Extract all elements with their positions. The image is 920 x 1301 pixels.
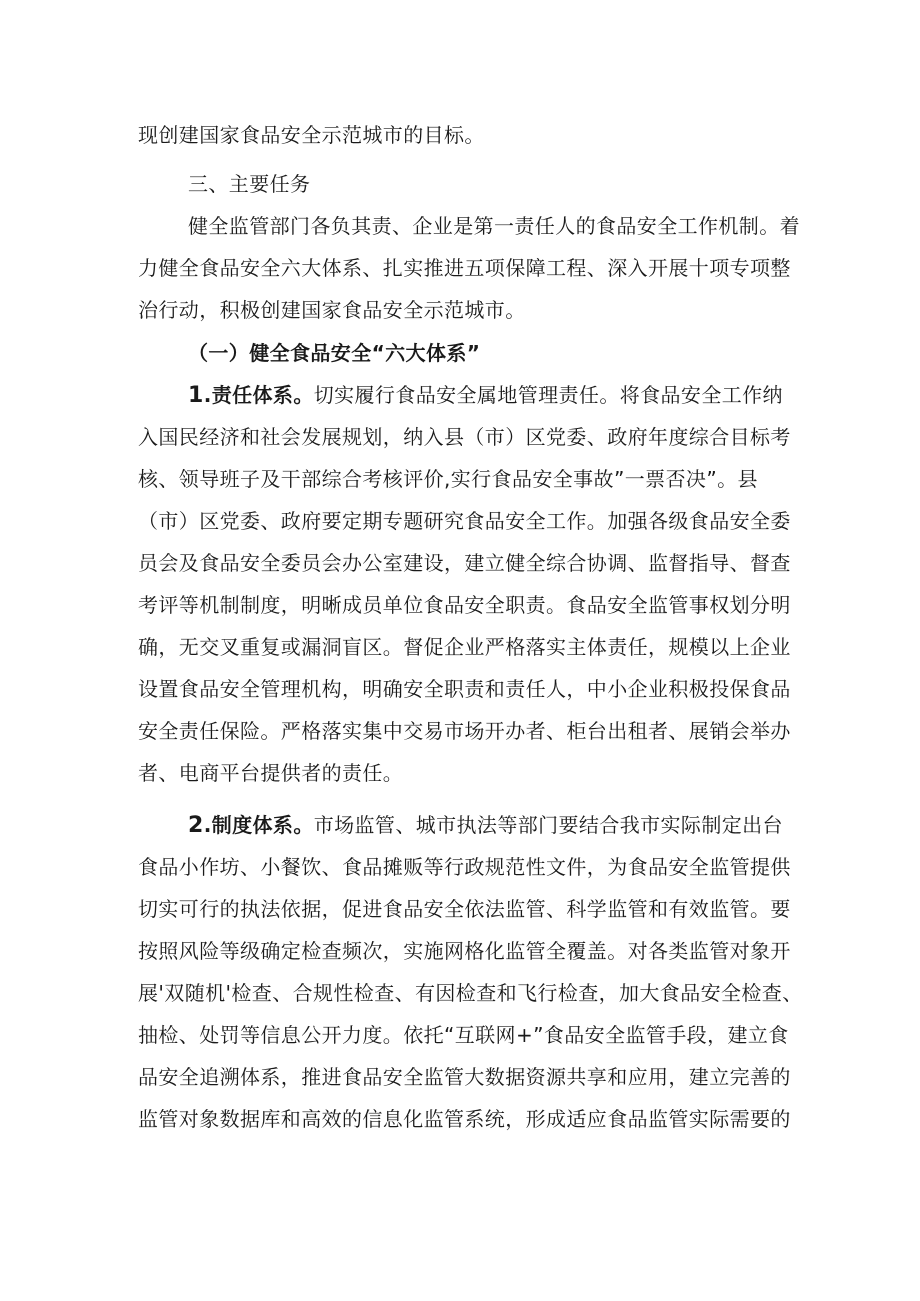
paragraph-line: 抽检、处罚等信息公开力度。依托“互联网+”食品安全监管手段，建立食 [138, 1023, 789, 1047]
item-heading-line [188, 812, 788, 839]
paragraph-line: （市）区党委、政府要定期专题研究食品安全工作。加强各级食品安全委 [138, 509, 791, 533]
paragraph-line: 设置食品安全管理机构，明确安全职责和责任人，中小企业积极投保食品 [138, 677, 791, 701]
paragraph-line: 切实可行的执法依据，促进食品安全依法监管、科学监管和有效监管。要 [138, 897, 791, 921]
paragraph-line: 者、电商平台提供者的责任。 [138, 761, 404, 785]
item-number: 1 [188, 383, 204, 408]
item-title: 责任体系。 [211, 383, 314, 407]
item-title: 制度体系。 [211, 813, 314, 837]
paragraph-line: 按照风险等级确定检查频次，实施网格化监管全覆盖。对各类监管对象开 [138, 939, 791, 963]
item-number: 2 [188, 813, 204, 838]
paragraph-line: 安全责任保险。严格落实集中交易市场开办者、柜台出租者、展销会举办 [138, 719, 791, 743]
item-text: 市场监管、城市执法等部门要结合我市实际制定出台 [313, 813, 783, 837]
paragraph-line: 力健全食品安全六大体系、扎实推进五项保障工程、深入开展十项专项整 [138, 256, 791, 280]
paragraph-line: 确，无交叉重复或漏洞盲区。督促企业严格落实主体责任，规模以上企业 [138, 635, 791, 659]
paragraph-line: 入国民经济和社会发展规划，纳入县（市）区党委、政府年度综合目标考 [138, 425, 791, 449]
paragraph-line: 现创建国家食品安全示范城市的目标。 [138, 123, 485, 147]
paragraph-line: 健全监管部门各负其责、企业是第一责任人的食品安全工作机制。着 [188, 214, 800, 238]
paragraph-line: 治行动，积极创建国家食品安全示范城市。 [138, 298, 526, 322]
paragraph-line: 食品小作坊、小餐饮、食品摊贩等行政规范性文件，为食品安全监管提供 [138, 855, 791, 879]
section-heading: 三、主要任务 [188, 172, 311, 196]
paragraph-line: 监管对象数据库和高效的信息化监管系统，形成适应食品监管实际需要的 [138, 1107, 791, 1131]
item-text: 切实履行食品安全属地管理责任。将食品安全工作纳 [313, 383, 783, 407]
subsection-heading: （一）健全食品安全“六大体系” [188, 341, 481, 365]
paragraph-line: 品安全追溯体系，推进食品安全监管大数据资源共享和应用，建立完善的 [138, 1065, 791, 1089]
paragraph-line: 展'双随机'检查、合规性检查、有因检查和飞行检查，加大食品安全检查、 [138, 981, 803, 1005]
paragraph-line: 员会及食品安全委员会办公室建设，建立健全综合协调、监督指导、督查 [138, 551, 791, 575]
paragraph-line: 核、领导班子及干部综合考核评价,实行食品安全事故”一票否决”。县 [138, 467, 758, 491]
item-dot: . [203, 813, 212, 837]
item-heading-line [188, 382, 788, 409]
item-dot: . [203, 383, 212, 407]
paragraph-line: 考评等机制制度，明晰成员单位食品安全职责。食品安全监管事权划分明 [138, 593, 791, 617]
